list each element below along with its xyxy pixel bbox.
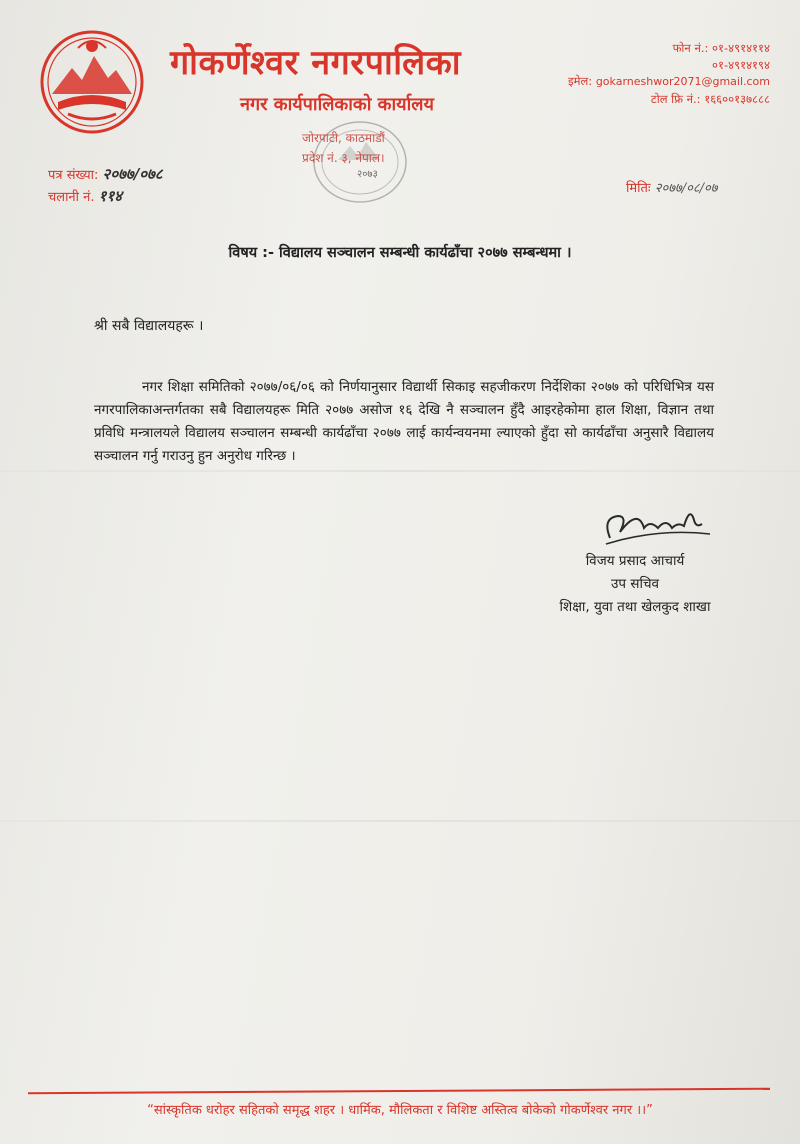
stamp-line-2: प्रदेश नं. ३, नेपाल।	[302, 151, 385, 165]
tollfree-line	[550, 91, 770, 108]
footer-motto: “सांस्कृतिक धरोहर सहितको समृद्ध शहर । धार्मिक, मौलिकता र विशिष्ट अस्तित्व बोकेको गोकर्णेश्वर नगर ।।”	[147, 1103, 653, 1118]
email-label: इमेल:	[567, 74, 593, 88]
nepal-emblem-icon	[38, 28, 146, 136]
phone-line-2	[550, 57, 770, 74]
footer-rule	[28, 1088, 770, 1095]
reference-block	[48, 164, 163, 208]
letter-body: नगर शिक्षा समितिको २०७७/०६/०६ को निर्णयानुसार विद्यार्थी सिकाइ सहजीकरण निर्देशिका २०७७ को परिधिभित्र यस नगरपालिकाअन्तर्गतका सबै विद्यालयहरू मिति २०७७ असोज १६ देखि नै सञ्चालन हुँदै आइरहेकोमा हाल शिक्षा, विज्ञान तथा प्रविधि मन्त्रालयले विद्यालय सञ्चालन सम्बन्धी कार्यढाँचा २०७७ लाई कार्यन्वयनमा ल्याएको हुँदा सो कार्यढाँचा अनुसारै विद्यालय सञ्चालन गर्नु गराउनु हुन अनुरोध गरिन्छ ।	[94, 379, 714, 464]
letter-number-value: २०७७/०७८	[102, 165, 163, 183]
org-name: गोकर्णेश्वर नगरपालिका	[170, 43, 462, 83]
date-value: २०७७/०८/०७	[654, 181, 718, 196]
signatory-name: विजय प्रसाद आचार्य	[585, 553, 685, 569]
phone-1: ०१-४९१४११४	[712, 41, 770, 55]
phone-label: फोन नं.:	[672, 41, 709, 55]
dispatch-number-label: चलानी नं.	[48, 190, 95, 205]
paper-crease	[0, 470, 800, 472]
signatory-title: उप सचिव	[610, 576, 660, 592]
signature-icon	[598, 498, 718, 558]
tollfree-label: टोल फ्रि नं.:	[650, 91, 701, 106]
signatory-block	[520, 550, 750, 619]
email-line	[550, 73, 770, 91]
stamp-year: २०७३	[357, 169, 378, 180]
phone-2: ०१-४९१४१९४	[712, 57, 770, 72]
dispatch-number-value: ११४	[98, 187, 123, 205]
letter-number-label: पत्र संख्या:	[48, 168, 99, 183]
org-subtitle: नगर कार्यपालिकाको कार्यालय	[240, 94, 434, 115]
salutation: श्री सबै विद्यालयहरू ।	[94, 318, 204, 334]
signatory-section: शिक्षा, युवा तथा खेलकुद शाखा	[559, 599, 711, 615]
date-label: मितिः	[626, 181, 651, 196]
date-block	[626, 178, 718, 196]
stamp-line-1: जोरपाटी, काठमाडौं	[302, 131, 385, 145]
tollfree-value: १६६००१३७८८८	[704, 91, 770, 106]
phone-line-1	[550, 40, 770, 57]
letter-number-line	[48, 164, 163, 186]
email-value: gokarneshwor2071@gmail.com	[595, 75, 770, 88]
paper-crease	[0, 820, 800, 822]
letter-subject: विषय :- विद्यालय सञ्चालन सम्बन्धी कार्यढाँचा २०७७ सम्बन्धमा ।	[228, 245, 572, 261]
stamp-text	[302, 128, 452, 182]
contact-block	[550, 40, 770, 107]
dispatch-number-line	[48, 186, 163, 208]
